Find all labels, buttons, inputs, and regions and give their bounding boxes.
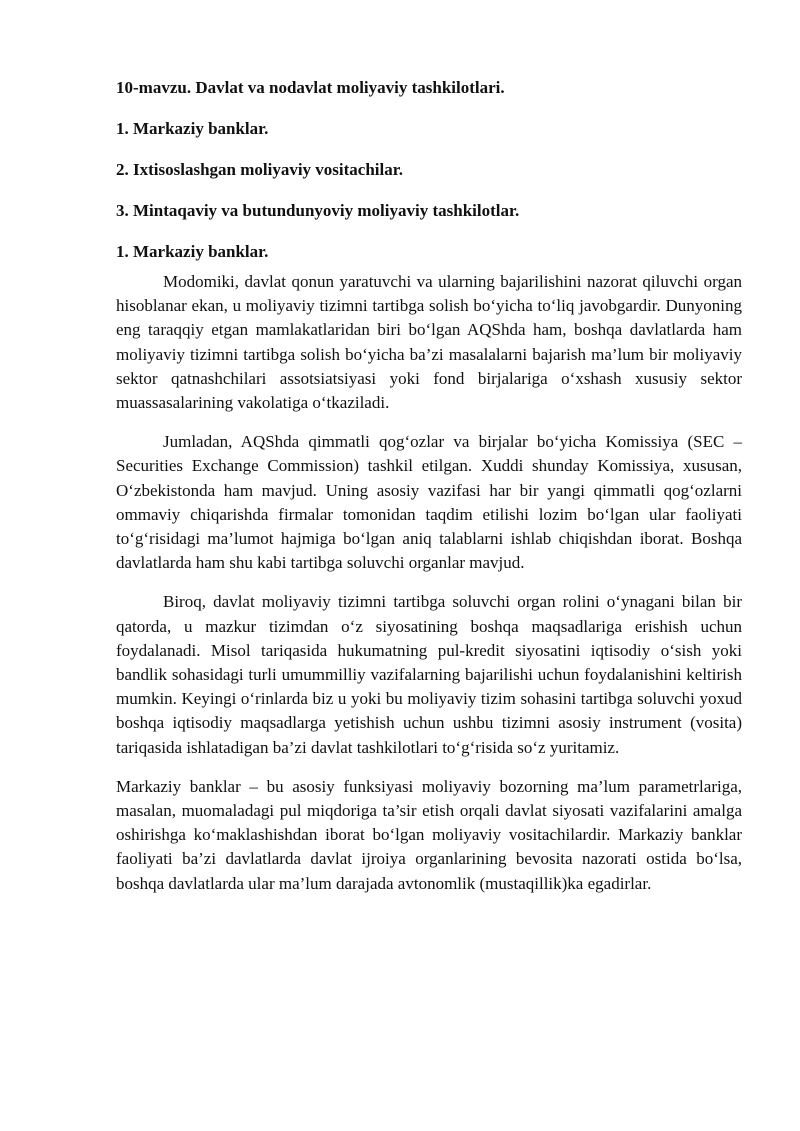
outline-item-1: 1. Markaziy banklar. (116, 119, 269, 138)
paragraph-2: Jumladan, AQShda qimmatli qog‘ozlar va birjalar bo‘yicha Komissiya (SEC – Securities Exchange Commission) tashkil etilgan. Xuddi shunday Komissiya, xususan, O‘zbekistonda ham mavjud. Uning asosiy vazifasi har bir yangi qimmatli qog‘ozlarni ommaviy chiqarishda firmalar tomonidan taqdim etilishi lozim bo‘lgan ular faoliyati to‘g‘risidagi ma’lumot hajmiga bo‘lgan aniq talablarni ishlab chiqishdan iborat. Boshqa davlatlarda ham shu kabi tartibga soluvchi organlar mavjud. (116, 432, 742, 573)
paragraph-3: Biroq, davlat moliyaviy tizimni tartibga soluvchi organ rolini o‘ynagani bilan bir qatorda, u mazkur tizimdan o‘z siyosatining boshqa maqsadlariga erishish uchun foydalanadi. Misol tariqasida hukumatning pul-kredit siyosatini iqtisodiy o‘sish yoki bandlik sohasidagi turli umummilliy vazifalarning bajarilishi uchun foydalanishini keltirish mumkin. Keyingi o‘rinlarda biz u yoki bu moliyaviy tizim sohasini tartibga soluvchi yoxud boshqa iqtisodiy maqsadlarga yetishish uchun ushbu tizimni asosiy instrument (vosita) tariqasida ishlatadigan ba’zi davlat tashkilotlari to‘g‘risida so‘z yuritamiz. (116, 592, 742, 757)
paragraph-1: Modomiki, davlat qonun yaratuvchi va ularning bajarilishini nazorat qiluvchi organ hisoblanar ekan, u moliyaviy tizimni tartibga solish bo‘yicha to‘liq javobgardir. Dunyoning eng taraqqiy etgan mamlakatlaridan biri bo‘lgan AQShda ham, boshqa davlatlarda ham moliyaviy tizimni tartibga solish bo‘yicha ba’zi masalalarni bajarish ma’lum bir moliyaviy sektor qatnashchilari assotsiatsiyasi yoki fond birjalariga o‘xshash xususiy sektor muassasalarining vakolatiga o‘tkaziladi. (116, 272, 742, 413)
outline-item-3: 3. Mintaqaviy va butundunyoviy moliyaviy tashkilotlar. (116, 201, 520, 220)
section-heading: 1. Markaziy banklar. (116, 242, 269, 261)
paragraph-4: Markaziy banklar – bu asosiy funksiyasi moliyaviy bozorning ma’lum parametrlariga, masalan, muomaladagi pul miqdoriga ta’sir etish orqali davlat siyosati vazifalarini amalga oshirishga ko‘maklashishdan iborat bo‘lgan moliyaviy vositachilardir. Markaziy banklar faoliyati ba’zi davlatlarda davlat ijroiya organlarining bevosita nazorati ostida bo‘lsa, boshqa davlatlarda ular ma’lum darajada avtonomlik (mustaqillik)ka egadirlar. (116, 776, 742, 893)
document-page (116, 76, 742, 911)
document-title: 10-mavzu. Davlat va nodavlat moliyaviy tashkilotlari. (116, 78, 505, 97)
outline-item-2: 2. Ixtisoslashgan moliyaviy vositachilar. (116, 160, 403, 179)
